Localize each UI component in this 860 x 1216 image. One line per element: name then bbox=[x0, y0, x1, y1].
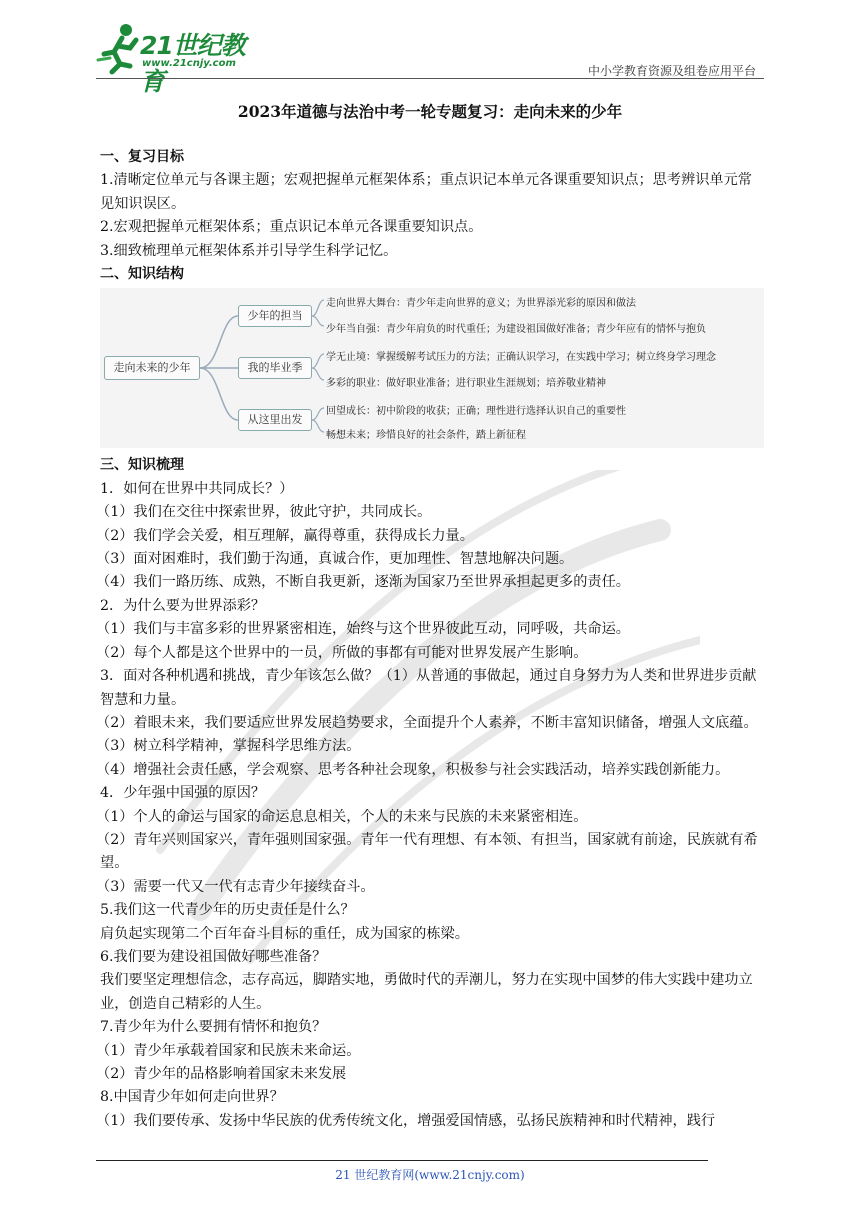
mindmap-root: 走向未来的少年 bbox=[104, 356, 200, 380]
logo bbox=[96, 20, 266, 96]
text-line: （1）青少年承载着国家和民族未来命运。 bbox=[96, 1042, 361, 1059]
text-line: 2．为什么要为世界添彩？ bbox=[100, 597, 266, 614]
mindmap-branch: 我的毕业季 bbox=[238, 357, 312, 379]
section-heading: 一、复习目标 bbox=[100, 149, 184, 165]
text-line: （1）我们要传承、发扬中华民族的优秀传统文化，增强爱国情感，弘扬民族精神和时代精神，践行 bbox=[96, 1112, 716, 1129]
section-heading: 二、知识结构 bbox=[100, 266, 184, 283]
runner-logo-icon bbox=[96, 20, 146, 76]
text-line: （1）个人的命运与国家的命运息息相关，个人的未来与民族的未来紧密相连。 bbox=[96, 808, 588, 825]
text-line: （3）面对困难时，我们勤于沟通，真诚合作，更加理性、智慧地解决问题。 bbox=[96, 551, 574, 568]
text-line: （1）我们在交往中探索世界，彼此守护，共同成长。 bbox=[96, 504, 432, 521]
footer-divider bbox=[96, 1160, 708, 1161]
text-line: 1．如何在世界中共同成长？） bbox=[100, 480, 294, 497]
text-line: 8.中国青少年如何走向世界？ bbox=[100, 1089, 284, 1106]
text-line: 肩负起实现第二个百年奋斗目标的重任，成为国家的栋梁。 bbox=[100, 925, 469, 942]
objective-item: 1.清晰定位单元与各课主题；宏观把握单元框架体系；重点识记本单元各课重要知识点；思考辨识单元常见知识误区。 bbox=[100, 172, 752, 212]
text-line: 7.青少年为什么要拥有情怀和抱负？ bbox=[100, 1019, 327, 1036]
footer-source: 21 世纪教育网(www.21cnjy.com) bbox=[335, 1168, 525, 1182]
text-line: （1）我们与丰富多彩的世界紧密相连，始终与这个世界彼此互动，同呼吸，共命运。 bbox=[96, 621, 630, 638]
mindmap-leaf: 少年当自强：青少年肩负的时代重任；为建设祖国做好准备；青少年应有的情怀与抱负 bbox=[326, 324, 706, 336]
text-line: （3）需要一代又一代有志青少年接续奋斗。 bbox=[96, 878, 375, 895]
page-header bbox=[96, 20, 764, 96]
mindmap-leaf: 畅想未来；珍惜良好的社会条件，踏上新征程 bbox=[326, 430, 526, 442]
text-line: （3）树立科学精神，掌握科学思维方法。 bbox=[96, 738, 361, 755]
text-line: （4）我们一路历练、成熟，不断自我更新，逐渐为国家乃至世界承担起更多的责任。 bbox=[96, 574, 630, 591]
mindmap-leaf: 回望成长：初中阶段的收获；正确；理性进行选择认识自己的重要性 bbox=[326, 406, 626, 418]
text-line: 4．少年强中国强的原因？ bbox=[100, 785, 266, 802]
mindmap-leaf: 走向世界大舞台：青少年走向世界的意义；为世界添光彩的原因和做法 bbox=[326, 298, 636, 310]
text-line: 我们要坚定理想信念，志存高远，脚踏实地，勇做时代的弄潮儿，努力在实现中国梦的伟大实践中建功立业，创造自己精彩的人生。 bbox=[100, 972, 753, 1012]
document-body bbox=[96, 146, 766, 1133]
text-line: 3．面对各种机遇和挑战，青少年该怎么做？（1）从普通的事做起，通过自身努力为人类和世界进步贡献智慧和力量。 bbox=[100, 668, 757, 708]
text-line: 6.我们要为建设祖国做好哪些准备？ bbox=[100, 948, 327, 965]
text-line: （2）着眼未来，我们要适应世界发展趋势要求，全面提升个人素养，不断丰富知识储备，增强人文底蕴。 bbox=[96, 714, 758, 731]
mindmap-leaf: 学无止境：掌握缓解考试压力的方法；正确认识学习，在实践中学习；树立终身学习理念 bbox=[326, 352, 716, 364]
mindmap-branch: 少年的担当 bbox=[238, 305, 312, 327]
knowledge-mindmap bbox=[100, 288, 764, 448]
logo-url: www.21cnjy.com bbox=[142, 58, 236, 69]
objective-item: 3.细致梳理单元框架体系并引导学生科学记忆。 bbox=[100, 242, 398, 259]
objective-item: 2.宏观把握单元框架体系；重点识记本单元各课重要知识点。 bbox=[100, 219, 483, 236]
mindmap-branch: 从这里出发 bbox=[238, 409, 312, 431]
text-line: 5.我们这一代青少年的历史责任是什么？ bbox=[100, 902, 355, 919]
logo-text: 21世纪教育 bbox=[140, 31, 245, 96]
mindmap-leaf: 多彩的职业：做好职业准备；进行职业生涯规划；培养敬业精神 bbox=[326, 378, 606, 390]
header-divider bbox=[96, 78, 764, 79]
page-title: 2023年道德与法治中考一轮专题复习：走向未来的少年 bbox=[237, 102, 623, 121]
text-line: （4）增强社会责任感，学会观察、思考各种社会现象，积极参与社会实践活动，培养实践创新能力。 bbox=[96, 761, 730, 778]
text-line: （2）青少年的品格影响着国家未来发展 bbox=[96, 1066, 347, 1082]
text-line: （2）我们学会关爱，相互理解，赢得尊重，获得成长力量。 bbox=[96, 527, 474, 544]
header-platform-text: 中小学教育资源及组卷应用平台 bbox=[587, 64, 756, 78]
section-heading: 三、知识梳理 bbox=[100, 457, 184, 474]
text-line: （2）青年兴则国家兴，青年强则国家强。青年一代有理想、有本领、有担当，国家就有前途，民族就有希望。 bbox=[96, 831, 758, 872]
text-line: （2）每个人都是这个世界中的一员，所做的事都有可能对世界发展产生影响。 bbox=[96, 644, 588, 661]
